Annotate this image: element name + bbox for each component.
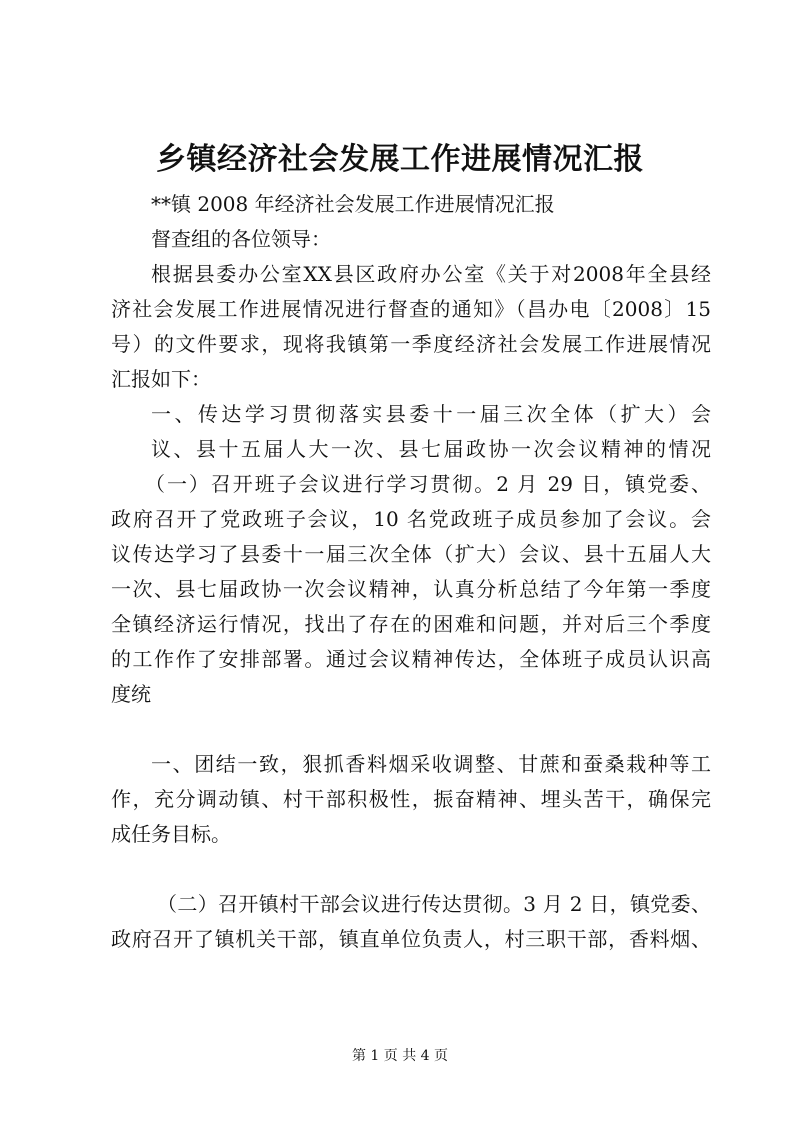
paragraph-gap xyxy=(111,712,711,747)
paragraph-line: 根据县委办公室XX县区政府办公室《关于对2008年全县经 xyxy=(151,262,711,286)
salutation-line: 督查组的各位领导： xyxy=(151,227,331,251)
subtitle-line: **镇 2008 年经济社会发展工作进展情况汇报 xyxy=(151,192,555,216)
document-title: 乡镇经济社会发展工作进展情况汇报 xyxy=(156,142,644,177)
paragraph-line: 度统 xyxy=(111,682,151,706)
section-heading-line: 议、县十五届人大一次、县七届政协一次会议精神的情况 xyxy=(151,437,711,461)
paragraph-line: 全镇经济运行情况，找出了存在的困难和问题，并对后三个季度 xyxy=(111,612,711,636)
paragraph-line: 的工作作了安排部署。通过会议精神传达，全体班子成员认识高 xyxy=(111,647,711,671)
paragraph-line: 号）的文件要求，现将我镇第一季度经济社会发展工作进展情况 xyxy=(111,332,711,356)
paragraph-line: 政府召开了党政班子会议，10 名党政班子成员参加了会议。会 xyxy=(111,507,711,531)
page-number-footer: 第 1 页 共 4 页 xyxy=(351,1048,449,1064)
paragraph-line: （二）召开镇村干部会议进行传达贯彻。3 月 2 日，镇党委、 xyxy=(157,892,711,916)
paragraph-line: 政府召开了镇机关干部，镇直单位负责人，村三职干部，香料烟、 xyxy=(111,927,711,951)
paragraph-line: 济社会发展工作进展情况进行督查的通知》（昌办电〔2008〕15 xyxy=(111,297,711,321)
paragraph-gap xyxy=(111,852,711,887)
paragraph-line: 作，充分调动镇、村干部积极性，振奋精神、埋头苦干，确保完 xyxy=(111,787,711,811)
paragraph-line: 议传达学习了县委十一届三次全体（扩大）会议、县十五届人大 xyxy=(111,542,711,566)
paragraph-line: （一）召开班子会议进行学习贯彻。2 月 29 日，镇党委、 xyxy=(145,472,711,496)
section-heading-line: 一、传达学习贯彻落实县委十一届三次全体（扩大）会 xyxy=(151,402,711,426)
document-body xyxy=(111,187,711,957)
paragraph-line: 一次、县七届政协一次会议精神，认真分析总结了今年第一季度 xyxy=(111,577,711,601)
paragraph-line: 成任务目标。 xyxy=(111,822,231,846)
paragraph-line: 一、团结一致，狠抓香料烟采收调整、甘蔗和蚕桑栽种等工 xyxy=(151,752,711,776)
paragraph-line: 汇报如下： xyxy=(111,367,211,391)
